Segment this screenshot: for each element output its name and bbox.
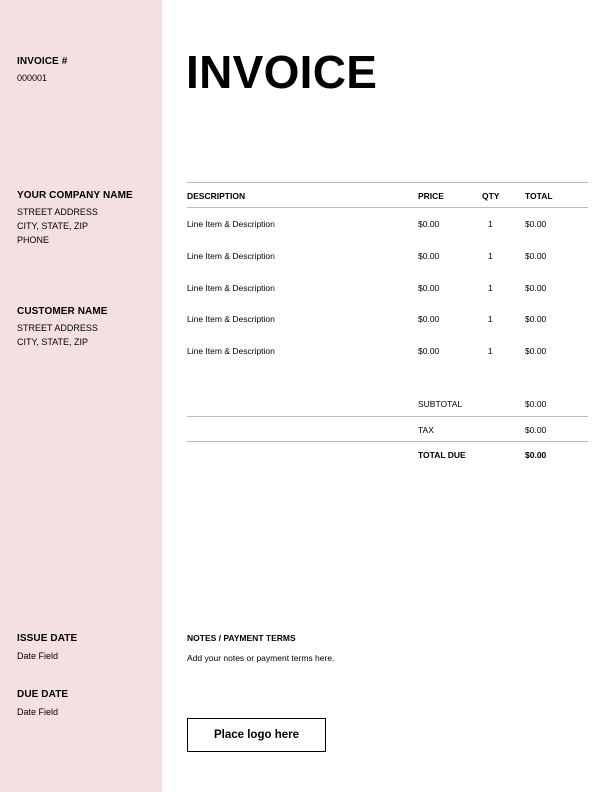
due-date-value: Date Field	[17, 707, 59, 717]
header-total: TOTAL	[525, 191, 553, 201]
issue-date-value: Date Field	[17, 651, 59, 661]
totals-section	[187, 391, 588, 468]
row-qty: 1	[488, 282, 493, 293]
company-block	[17, 190, 133, 247]
row-description: Line Item & Description	[187, 282, 275, 293]
row-qty: 1	[488, 219, 493, 229]
due-date-block	[17, 689, 68, 719]
row-qty: 1	[488, 346, 493, 357]
header-description: DESCRIPTION	[187, 191, 246, 201]
page-title: INVOICE	[186, 46, 378, 98]
row-price: $0.00	[418, 250, 440, 261]
notes-text: Add your notes or payment terms here.	[187, 653, 335, 663]
invoice-number-block	[17, 56, 67, 85]
company-street: STREET ADDRESS	[17, 207, 98, 217]
row-price: $0.00	[418, 346, 440, 357]
issue-date-label: ISSUE DATE	[17, 633, 78, 644]
row-description: Line Item & Description	[187, 219, 275, 229]
line-items-table	[187, 182, 588, 367]
row-qty: 1	[488, 314, 493, 325]
total-due-value: $0.00	[525, 450, 547, 461]
tax-row	[187, 417, 588, 443]
table-row	[187, 208, 588, 240]
customer-block	[17, 306, 108, 349]
company-name: YOUR COMPANY NAME	[17, 190, 133, 201]
table-row	[187, 335, 588, 367]
company-phone: PHONE	[17, 235, 50, 245]
subtotal-value: $0.00	[525, 399, 547, 409]
tax-label: TAX	[418, 424, 434, 435]
row-total: $0.00	[525, 346, 547, 357]
company-city: CITY, STATE, ZIP	[17, 221, 89, 231]
notes-label: NOTES / PAYMENT TERMS	[187, 633, 296, 643]
due-date-label: DUE DATE	[17, 689, 69, 700]
row-total: $0.00	[525, 219, 547, 229]
row-description: Line Item & Description	[187, 346, 275, 357]
header-price: PRICE	[418, 191, 444, 201]
logo-placeholder: Place logo here	[187, 718, 326, 752]
customer-name: CUSTOMER NAME	[17, 306, 108, 317]
subtotal-label: SUBTOTAL	[418, 399, 463, 409]
table-row	[187, 272, 588, 304]
total-due-row	[187, 442, 588, 468]
row-description: Line Item & Description	[187, 314, 275, 325]
subtotal-row	[187, 391, 588, 417]
row-total: $0.00	[525, 282, 547, 293]
row-price: $0.00	[418, 314, 440, 325]
total-due-label: TOTAL DUE	[418, 450, 466, 461]
header-qty: QTY	[482, 191, 500, 201]
row-price: $0.00	[418, 219, 440, 229]
row-total: $0.00	[525, 314, 547, 325]
tax-value: $0.00	[525, 424, 547, 435]
invoice-number-value: 000001	[17, 73, 48, 83]
row-price: $0.00	[418, 282, 440, 293]
sidebar	[0, 0, 162, 792]
invoice-number-label: INVOICE #	[17, 56, 68, 67]
table-row	[187, 303, 588, 335]
customer-city: CITY, STATE, ZIP	[17, 337, 89, 347]
row-qty: 1	[488, 250, 493, 261]
table-header	[187, 182, 588, 208]
notes-section	[187, 633, 334, 663]
row-description: Line Item & Description	[187, 250, 275, 261]
issue-date-block	[17, 633, 77, 663]
row-total: $0.00	[525, 250, 547, 261]
customer-street: STREET ADDRESS	[17, 323, 98, 333]
table-row	[187, 240, 588, 272]
